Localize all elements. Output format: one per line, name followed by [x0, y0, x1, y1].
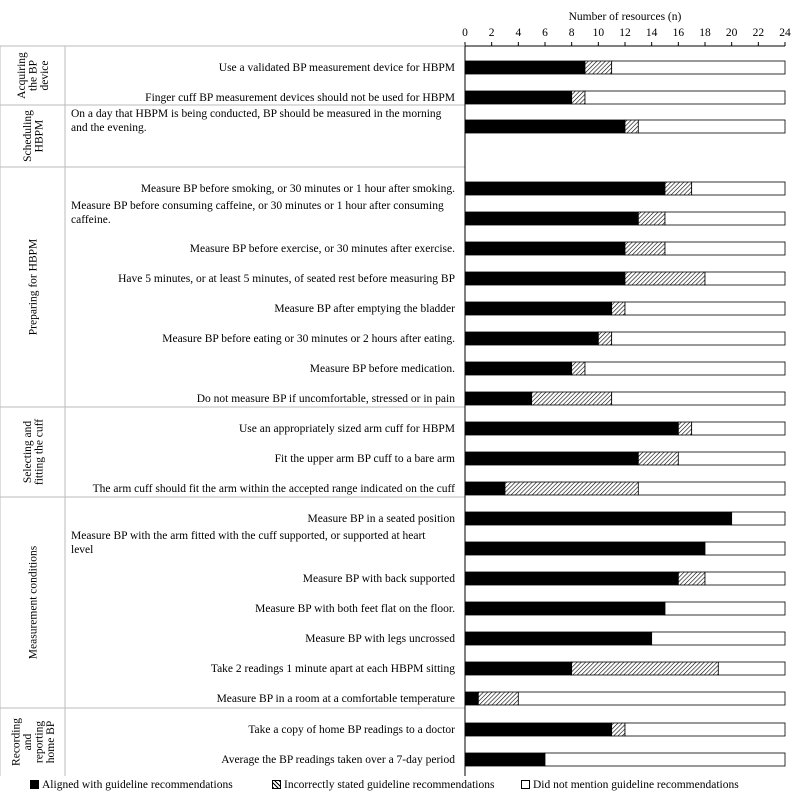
x-tick-label: 14 [645, 27, 658, 39]
bar-aligned [465, 692, 478, 705]
bar-aligned [465, 302, 612, 315]
bar-aligned [465, 482, 505, 495]
bar-not-mentioned [705, 572, 785, 585]
bar-not-mentioned [705, 272, 785, 285]
bar-not-mentioned [718, 662, 785, 675]
bar-not-mentioned [678, 452, 785, 465]
bar-aligned [465, 212, 638, 225]
group-label-line: the BP [27, 60, 40, 91]
bar-aligned [465, 662, 572, 675]
chart-legend [0, 776, 800, 796]
category-label-line: Measure BP before consuming caffeine, or 30 minutes or 1 hour after consuming [71, 200, 444, 212]
category-label: Measure BP with legs uncrossed [305, 633, 455, 645]
group-label-line: Acquiring [16, 52, 28, 99]
bar-incorrect [505, 482, 638, 495]
bar-incorrect [572, 91, 585, 104]
category-label-line: and the evening. [71, 122, 147, 134]
bar-not-mentioned [585, 91, 785, 104]
bar-not-mentioned [665, 602, 785, 615]
bar-incorrect [612, 723, 625, 736]
group-label-line: reporting [33, 720, 46, 764]
bar-not-mentioned [732, 512, 785, 525]
category-label: The arm cuff should fit the arm within the accepted range indicated on the cuff [92, 483, 455, 495]
bar-not-mentioned [625, 723, 785, 736]
category-label: Use an appropriately sized arm cuff for HBPM [239, 423, 455, 435]
bar-not-mentioned [638, 482, 785, 495]
bar-aligned [465, 182, 665, 195]
bar-aligned [465, 332, 598, 345]
legend-label-incorrect: Incorrectly stated guideline recommendations [284, 779, 495, 791]
x-tick-label: 20 [725, 27, 738, 39]
category-label-line: Measure BP with the arm fitted with the cuff supported, or supported at heart [71, 530, 426, 542]
bar-aligned [465, 242, 625, 255]
category-label: Measure BP in a room at a comfortable temperature [216, 693, 455, 705]
bar-not-mentioned [692, 182, 785, 195]
bar-incorrect [598, 332, 611, 345]
legend-item-incorrect [272, 779, 494, 791]
bar-incorrect [532, 392, 612, 405]
category-label: Use a validated BP measurement device for HBPM [218, 62, 455, 74]
group-label-line: Scheduling [21, 110, 34, 162]
x-tick-label: 6 [542, 27, 548, 39]
bar-incorrect [625, 272, 705, 285]
x-tick-label: 12 [619, 27, 631, 39]
group-label-line: home BP [44, 720, 57, 764]
legend-item-none [521, 779, 739, 791]
bar-not-mentioned [638, 120, 785, 133]
category-label [71, 108, 442, 134]
group-label-line: and [21, 733, 34, 751]
category-label: Measure BP with both feet flat on the floor. [255, 603, 455, 615]
group-label-line: Selecting and [21, 420, 34, 484]
category-label-line: On a day that HBPM is being conducted, BP should be measured in the morning [71, 108, 442, 120]
legend-item-aligned [30, 779, 233, 791]
category-label: Measure BP before eating or 30 minutes or 2 hours after eating. [162, 333, 455, 345]
group-label [22, 110, 46, 162]
group-label-line: fitting the cuff [33, 418, 46, 486]
x-tick-label: 2 [488, 27, 495, 39]
bar-not-mentioned [652, 632, 785, 645]
bar-aligned [465, 512, 732, 525]
x-axis-title: Number of resources (n) [568, 11, 682, 23]
bar-aligned [465, 272, 625, 285]
bar-not-mentioned [612, 61, 785, 74]
group-label-line: Measurement conditions [27, 545, 40, 660]
bar-not-mentioned [665, 212, 785, 225]
bar-not-mentioned [612, 392, 785, 405]
x-tick-label: 10 [592, 27, 605, 39]
bar-aligned [465, 542, 705, 555]
bar-incorrect [572, 662, 719, 675]
category-label: Finger cuff BP measurement devices should not be used for HBPM [145, 92, 455, 104]
bar-incorrect [625, 242, 665, 255]
legend-swatch-incorrect [272, 780, 281, 789]
bar-incorrect [665, 182, 692, 195]
group-label [10, 718, 57, 766]
bar-not-mentioned [692, 422, 785, 435]
bar-incorrect [478, 692, 518, 705]
bar-not-mentioned [545, 753, 785, 766]
bar-not-mentioned [518, 692, 785, 705]
category-label [71, 200, 444, 226]
bar-aligned [465, 632, 652, 645]
x-tick-label: 16 [672, 27, 685, 39]
bar-incorrect [638, 212, 665, 225]
group-label [16, 52, 51, 99]
bar-aligned [465, 723, 612, 736]
category-label: Do not measure BP if uncomfortable, stressed or in pain [196, 393, 455, 405]
bar-aligned [465, 572, 678, 585]
category-label: Measure BP after emptying the bladder [274, 303, 455, 315]
category-label [71, 530, 426, 556]
category-label: Measure BP with back supported [302, 573, 455, 585]
legend-label-none: Did not mention guideline recommendations [533, 779, 739, 791]
category-label: Measure BP in a seated position [307, 513, 455, 525]
category-label: Measure BP before medication. [309, 363, 455, 375]
x-tick-label: 22 [752, 27, 765, 39]
bar-aligned [465, 422, 678, 435]
category-label: Average the BP readings taken over a 7-day period [221, 754, 455, 766]
bar-incorrect [678, 422, 691, 435]
bar-not-mentioned [625, 302, 785, 315]
bar-not-mentioned [585, 362, 785, 375]
bar-aligned [465, 61, 585, 74]
bar-incorrect [585, 61, 612, 74]
group-label [22, 419, 46, 485]
group-label-line: device [39, 60, 51, 91]
category-label: Measure BP before smoking, or 30 minutes or 1 hour after smoking. [140, 183, 455, 195]
bar-not-mentioned [665, 242, 785, 255]
category-label: Measure BP before exercise, or 30 minutes after exercise. [189, 243, 455, 255]
x-tick-label: 8 [568, 27, 575, 39]
bar-incorrect [572, 362, 585, 375]
bar-aligned [465, 120, 625, 133]
bar-aligned [465, 452, 638, 465]
category-label-line: caffeine. [71, 214, 111, 226]
x-tick-label: 0 [462, 27, 468, 39]
group-label [28, 239, 40, 335]
group-label-line: Preparing for HBPM [27, 238, 40, 336]
legend-swatch-none [521, 780, 530, 789]
bar-incorrect [678, 572, 705, 585]
x-tick-label: 18 [699, 27, 711, 39]
group-label [28, 545, 40, 659]
category-label: Have 5 minutes, or at least 5 minutes, of seated rest before measuring BP [118, 273, 455, 285]
bar-aligned [465, 753, 545, 766]
bar-aligned [465, 602, 665, 615]
category-label: Take a copy of home BP readings to a doctor [248, 724, 455, 736]
group-label-line: HBPM [33, 119, 46, 153]
bar-aligned [465, 91, 572, 104]
category-label-line: level [71, 544, 94, 556]
bar-not-mentioned [612, 332, 785, 345]
x-tick-label: 24 [779, 27, 791, 39]
group-label-line: Recording [10, 718, 23, 766]
bar-incorrect [612, 302, 625, 315]
bar-aligned [465, 362, 572, 375]
bar-incorrect [625, 120, 638, 133]
legend-label-aligned: Aligned with guideline recommendations [42, 779, 233, 791]
legend-swatch-aligned [30, 780, 39, 789]
bar-aligned [465, 392, 532, 405]
category-label: Fit the upper arm BP cuff to a bare arm [274, 453, 455, 465]
x-tick-label: 4 [515, 27, 522, 39]
bar-incorrect [638, 452, 678, 465]
bar-not-mentioned [705, 542, 785, 555]
category-label: Take 2 readings 1 minute apart at each HBPM sitting [210, 663, 455, 675]
